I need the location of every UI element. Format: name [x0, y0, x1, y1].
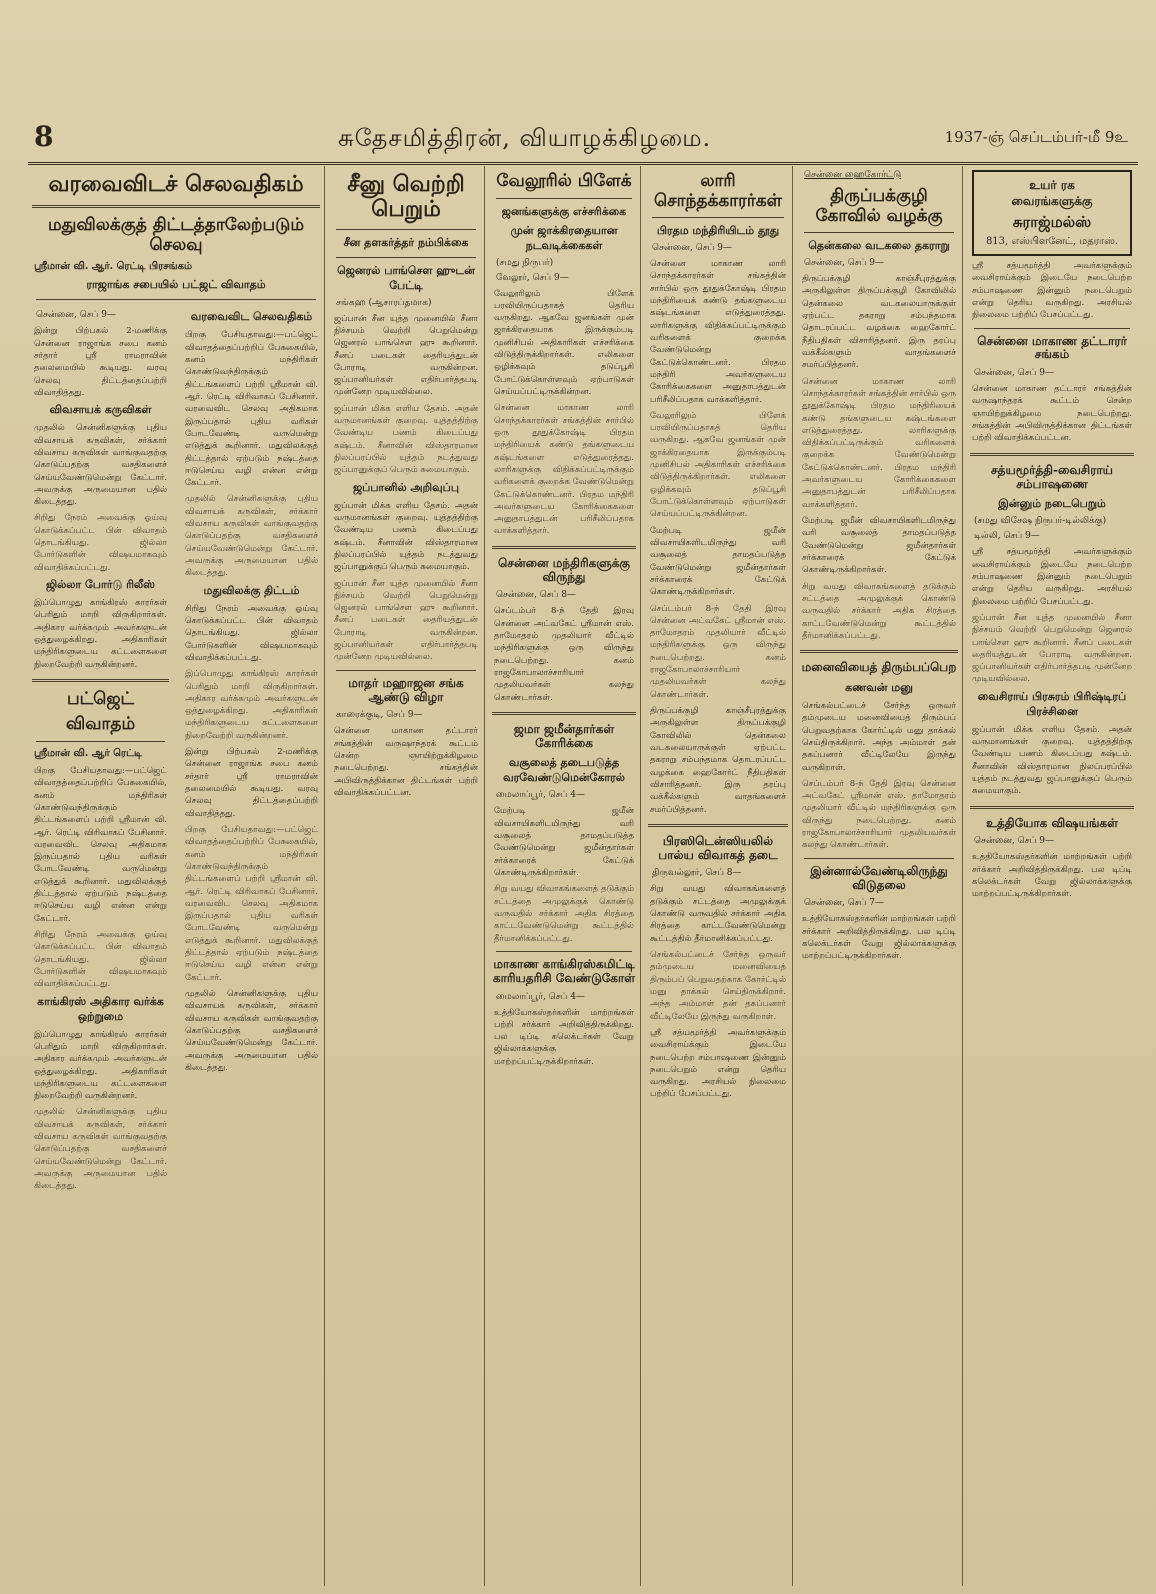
headline-congress-secretary: மாகாண காங்கிரஸ்கமிட்டி காரியதரிசி வேண்டுகோள் [492, 956, 636, 985]
article-text: ஸ்ரீ சத்யமூர்த்தி அவர்களுக்கும் வைசிராய்க்கும் இடையே நடைபெற்ற சம்பாஷணை இன்னும் நடைபெறும் என்று தெரிய வருகிறது. அரசியல் நிலைமை பற்றிப் பேசப்பட்டது. [972, 547, 1132, 607]
dateline: மைலாப்பூர், செப் 4— [496, 991, 585, 1002]
article-text: முதலில் சென்னிகளுக்கு புதிய விவசாயக் கருவிகள், சர்க்கார் விவசாய கருவிகள் வாங்குவதற்கு கொடுப்பதற்கு வசதிகளைச் செய்யவேண்டுமென்று கேட்டார். அவருக்கு அருமையான பதில் கிடைத்தது. [34, 423, 167, 508]
dateline: டில்லி, செப் 9— [974, 531, 1040, 542]
dateline: திருவல்லூர், செப் 8— [652, 868, 742, 879]
divider [648, 824, 788, 827]
masthead [28, 118, 1138, 165]
article-text: திருப்பக்குழி காஞ்சீபுரத்துக்கு அருகிலுள்ள திருப்பக்குழி கோவிலில் தென்கலை வடகலையாருக்குள் ஏற்பட்ட தகராறு சம்பந்தமாக தொடரப்பட்ட வழக்கை ஹைகோர்ட் நீதிபதிகள் விசாரித்தனர். இரு தரப்பு வக்கீல்களும் வாதங்களைச் சமர்ப்பித்தனர். [650, 706, 786, 815]
section-heading: மதுவிலக்கு திட்டம் [203, 583, 300, 597]
divider [970, 806, 1134, 809]
article-text: முதலில் சென்னிகளுக்கு புதிய விவசாயக் கருவிகள், சர்க்கார் விவசாய கருவிகள் வாங்குவதற்கு கொடுப்பதற்கு வசதிகளைச் செய்யவேண்டுமென்று கேட்டார். அவருக்கு அருமையான பதில் கிடைத்தது. [185, 494, 318, 579]
section-heading: விவசாயக் கருவிகள் [49, 403, 152, 417]
dateline: சென்னை, செப் 7— [804, 898, 884, 909]
article-text: செங்கல்பட்டைச் சேர்ந்த ஒருவர் தம்முடைய மனைவியைத் திரும்பப் பெறுவதற்காக கோர்ட்டில் மனு தாக்கல் செய்திருக்கிறார். அந்த அம்மாள் தன் தகப்பனார் வீட்டிலேயே இருந்து வருகிறாள். [650, 950, 786, 1022]
headline-women-assoc: மாதர் மஹாஜன சங்க ஆண்டு விழா [348, 675, 464, 704]
article-text: பிறகு பேசியதாவது:—பட்ஜெட் விவாதத்தைப்பற்றிப் பேசுகையில், கனம் மந்திரிகள் கொண்டுவந்திருக்கும் திட்டங்களைப் பற்றி ஸ்ரீமான் வி. ஆர். ரெட்டி விரிவாகப் பேசினார். வரவைவிட செலவு அதிகமாக இருப்பதால் புதிய வரிகள் போடவேண்டி வருமென்று எடுத்துக் கூறினார். மதுவிலக்குத் திட்டத்தால் ஏற்படும் நஷ்டத்தை ஈடுசெய்ய வழி என்ன என்று கேட்டார். [34, 765, 167, 924]
headline-budget: வரவைவிடச் செலவதிகம் [48, 171, 304, 197]
dateline: சென்னை, செப் 8— [496, 590, 576, 601]
article-text: ஜப்பான் மிக்க எளிய தேசம். அதன் வருமானங்கள் குறைவு. யுத்தத்திற்கு வேண்டிய பணம் கிடைப்பது கஷ்டம். சீனாவின் விஸ்தாரமான நிலப்பரப்பில் யுத்தம் நடத்துவது ஜப்பானுக்குப் பெரும் சுமையாகும். [972, 724, 1132, 797]
article-text: ஸ்ரீ சத்யமூர்த்தி அவர்களுக்கும் வைசிராய்க்கும் இடையே நடைபெற்ற சம்பாஷணை இன்னும் நடைபெறும் என்று தெரிய வருகிறது. அரசியல் நிலைமை பற்றிப் பேசப்பட்டது. [650, 1027, 786, 1100]
article-text: சென்னை மாகாண லாரி சொந்தக்காரர்கள் சங்கத்தின் சார்பில் ஒரு தூதுக்கோஷ்டி பிரதம மந்திரியைக் கண்டு தங்களுடைய கஷ்டங்களை எடுத்துரைத்தது. லாரிகளுக்கு விதிக்கப்பட்டிருக்கும் வரிகளைக் குறைக்க வேண்டுமென்று கேட்டுக்கொண்டனர். பிரதம மந்திரி அவர்களுடைய கோரிக்கைகளை அனுதாபத்துடன் பரிசீலிப்பதாக வாக்களித்தார். [802, 376, 956, 510]
article-text: மேற்படி ஜமீன் விவசாயிகளிடமிருந்து வரி வசூலைத் தாமதப்படுத்த வேண்டுமென்று ஜமீன்தார்கள் சர்க்காரைக் கேட்டுக் கொண்டிருக்கிறார்கள். [802, 516, 956, 576]
article-text: உத்தியோகஸ்தர்களின் மாற்றங்கள் பற்றி சர்க்கார் அறிவித்திருக்கிறது. பல டிப்டி கலெக்டர்கள் வேறு ஜில்லாக்களுக்கு மாற்றப்பட்டிருக்கிறார்கள். [494, 1007, 634, 1067]
article-text: இப்பொழுது காங்கிரஸ் காரர்கள் பெரிதும் மாறி விருகிறார்கள். அதிகார வர்க்கமும் அவர்களுடன் ஒத்துழைக்கிறது. அதிகாரிகள் மந்திரிகளுடைய கட்டளைகளை நிறைவேற்றி வருகின்றனர். [185, 669, 318, 741]
article-text: இன்று பிற்பகல் 2-மணிக்கு சென்னை ராஜாங்க சபை கனம் சர்தார் ஸ்ரீ ராமராவின் தலைமையில் கூடியது. வரவு செலவு திட்டத்தைப்பற்றி விவாதித்தது. [34, 326, 167, 398]
source-line: (சமது நிருபர்) [496, 257, 554, 268]
context-line: ராஜாங்க சபையில் பட்ஜட் விவாதம் [86, 278, 266, 292]
headline-wife-petition: மனைவியைத் திரும்பப்பெற [801, 660, 957, 675]
divider [492, 712, 636, 715]
article-text: சிறு வயது விவாகங்களைத் தடுக்கும் சட்டத்தை அமுலுக்குக் கொண்டு வருவதில் சர்க்கார் அதிக சிரத்தை காட்டவேண்டுமென்று கூட்டத்தில் தீர்மானிக்கப்பட்டது. [802, 581, 956, 641]
column-5 [796, 166, 963, 1586]
headline-plague: வேலூரில் பிளேக் [496, 171, 632, 191]
article-text: வேலூரிலும் பிளேக் பரவியிருப்பதாகத் தெரிய வருகிறது. ஆகவே ஜனங்கள் முன் ஜாக்கிரதையாக இருக்கும்படி முனிசிபல் அதிகாரிகள் எச்சரிக்கை விடுத்திருக்கிறார்கள். எலிகளை ஒழிக்கவும் தடுப்பூசி போட்டுக்கொள்ளவும் ஏற்பாடுகள் செய்யப்பட்டிருக்கின்றன. [494, 288, 634, 398]
article-text: ஜப்பான் சீன யுத்த முனையில் சீனா நிச்சயம் வெற்றி பெறுமென்று ஜெனரல் பாங்செள ஹு கூறினார். சீனப் படைகள் தைரியத்துடன் போராடி வருகின்றன. ஜப்பானியர்கள் எதிர்பார்த்தபடி முன்னேற முடியவில்லை. [334, 578, 478, 663]
headline-zamindars: ஜமா ஜமீன்தார்கள் கோரிக்கை [513, 721, 615, 750]
section-heading: வைசிராய் பிரசுரம் பிரிஷ்டிரப் பிரச்சினை [977, 689, 1127, 718]
article-text: சிறிது நேரம் அவைக்கு ஓய்வு கொடுக்கப்பட்ட பின் விவாதம் தொடங்கியது. ஜில்லா போர்டுகளின் விஷயமாகவும் விவாதிக்கப்பட்டது. [34, 930, 167, 990]
ad-line-1: உயர் ரக [1029, 178, 1075, 192]
headline-child-marriage: பிரஸிடென்ஸியலில் பால்ய விவாகத் தடை [658, 833, 778, 862]
divider [36, 299, 316, 300]
article-text: திருப்பக்குழி காஞ்சீபுரத்துக்கு அருகிலுள்ள திருப்பக்குழி கோவிலில் தென்கலை வடகலையாருக்குள் ஏற்பட்ட தகராறு சம்பந்தமாக தொடரப்பட்ட வழக்கை ஹைகோர்ட் நீதிபதிகள் விசாரித்தனர். இரு தரப்பு வக்கீல்களும் வாதங்களைச் சமர்ப்பித்தனர். [802, 274, 956, 371]
section-heading: காங்கிரஸ் அதிகார வர்க்க ஒற்றுமை [37, 994, 164, 1023]
article-text: ஜப்பான் மிக்க எளிய தேசம். அதன் வருமானங்கள் குறைவு. யுத்தத்திற்கு வேண்டிய பணம் கிடைப்பது கஷ்டம். சீனாவின் விஸ்தாரமான நிலப்பரப்பில் யுத்தம் நடத்துவது ஜப்பானுக்குப் பெரும் சுமையாகும். [334, 500, 478, 573]
dateline: மைலாப்பூர், செப் 4— [496, 790, 585, 801]
divider [32, 679, 169, 682]
column-2 [328, 166, 485, 1586]
column-1-split [28, 306, 324, 1196]
column-3 [488, 166, 641, 1586]
column-1-left [28, 306, 173, 1196]
interview-line: ஜெனரல் பாங்செள ஹுடன் பேட்டி [337, 263, 475, 292]
article-text: வேலூரிலும் பிளேக் பரவியிருப்பதாகத் தெரிய வருகிறது. ஆகவே ஜனங்கள் முன் ஜாக்கிரதையாக இருக்கும்படி முனிசிபல் அதிகாரிகள் எச்சரிக்கை விடுத்திருக்கிறார்கள். எலிகளை ஒழிக்கவும் தடுப்பூசி போட்டுக்கொள்ளவும் ஏற்பாடுகள் செய்யப்பட்டிருக்கின்றன. [650, 410, 786, 520]
article-text: சென்னை மாகாண தட்டாரர் சங்கத்தின் வருஷாந்தரக் கூட்டம் சென்ற ஞாயிற்றுக்கிழமை நடைபெற்றது. சங்கத்தின் அபிவிருத்திக்கான திட்டங்கள் பற்றி விவாதிக்கப்பட்டன. [334, 726, 478, 798]
article-text: இப்பொழுது காங்கிரஸ் காரர்கள் பெரிதும் மாறி விருகிறார்கள். அதிகார வர்க்கமும் அவர்களுடன் ஒத்துழைக்கிறது. அதிகாரிகள் மந்திரிகளுடைய கட்டளைகளை நிறைவேற்றி வருகின்றனர். [34, 1029, 167, 1102]
column-6 [966, 166, 1138, 1586]
article-text: உத்தியோகஸ்தர்களின் மாற்றங்கள் பற்றி சர்க்கார் அறிவித்திருக்கிறது. பல டிப்டி கலெக்டர்கள் வேறு ஜில்லாக்களுக்கு மாற்றப்பட்டிருக்கிறார்கள். [972, 852, 1132, 900]
article-text: உத்தியோகஸ்தர்களின் மாற்றங்கள் பற்றி சர்க்கார் அறிவித்திருக்கிறது. பல டிப்டி கலெக்டர்கள் வேறு ஜில்லாக்களுக்கு மாற்றப்பட்டிருக்கிறார்கள். [802, 914, 956, 962]
divider [336, 670, 476, 671]
article-text: செப்டம்பர் 8-ந் தேதி இரவு சென்னை அட்வகேட் ஸ்ரீமான் எஸ். தாமோதரம் முதலியார் வீட்டில் மந்திரிகளுக்கு ஒரு விருந்து நடைபெற்றது. கனம் ராஜகோபாலாச்சாரியார் முதலியவர்கள் கலந்து கொண்டார்கள். [494, 606, 634, 703]
article-text: ஜப்பான் சீன யுத்த முனையில் சீனா நிச்சயம் வெற்றி பெறுமென்று ஜெனரல் பாங்செள ஹு கூறினார். சீனப் படைகள் தைரியத்துடன் போராடி வருகின்றன. ஜப்பானியர்கள் எதிர்பார்த்தபடி முன்னேற முடியவில்லை. [334, 313, 478, 398]
speaker-line: ஸ்ரீமான் வி. ஆர். ரெட்டி பிரசங்கம் [34, 261, 193, 273]
ad-address: 813, எஸ்பிளனேட், மதராஸ். [985, 236, 1119, 247]
source-line: (சமது விசேஷ நிருபர்-டில்லிக்கு) [974, 516, 1107, 527]
headline-release: இன்னால்வேண்டிலிருந்து விடுதலை [810, 863, 948, 892]
headline-lorry-owners: லாரி சொந்தக்காரர்கள் [653, 171, 782, 211]
divider [492, 546, 636, 549]
subhead-warning: ஜனங்களுக்கு எச்சரிக்கை [501, 204, 627, 218]
subhead-zamindars: வசூலைத் தடைபடுத்த வரவேண்டுமென்கோரல் [503, 756, 625, 785]
article-text: சென்னை மாகாண லாரி சொந்தக்காரர்கள் சங்கத்தின் சார்பில் ஒரு தூதுக்கோஷ்டி பிரதம மந்திரியைக் கண்டு தங்களுடைய கஷ்டங்களை எடுத்துரைத்தது. லாரிகளுக்கு விதிக்கப்பட்டிருக்கும் வரிகளைக் குறைக்க வேண்டுமென்று கேட்டுக்கொண்டனர். பிரதம மந்திரி அவர்களுடைய கோரிக்கைகளை அனுதாபத்துடன் பரிசீலிப்பதாக வாக்களித்தார். [494, 403, 634, 537]
article-text: சென்னை மாகாண தட்டாரர் சங்கத்தின் வருஷாந்தரக் கூட்டம் சென்ற ஞாயிற்றுக்கிழமை நடைபெற்றது. சங்கத்தின் அபிவிருத்திக்கான திட்டங்கள் பற்றி விவாதிக்கப்பட்டன. [972, 384, 1132, 444]
headline-goldsmiths: சென்னை மாகாண தட்டாரர் சங்கம் [977, 333, 1127, 362]
divider [804, 858, 954, 859]
column-1 [28, 166, 325, 1586]
divider [496, 951, 632, 952]
divider [36, 741, 165, 742]
article-text: ஜப்பான் மிக்க எளிய தேசம். அதன் வருமானங்கள் குறைவு. யுத்தத்திற்கு வேண்டிய பணம் கிடைப்பது கஷ்டம். சீனாவின் விஸ்தாரமான நிலப்பரப்பில் யுத்தம் நடத்துவது ஜப்பானுக்குப் பெரும் சுமையாகும். [334, 403, 478, 476]
page-number: 8 [34, 120, 54, 153]
divider [804, 232, 954, 233]
dateline: சென்னை, செப் 9— [36, 310, 116, 321]
article-text: முதலில் சென்னிகளுக்கு புதிய விவசாயக் கருவிகள், சர்க்கார் விவசாய கருவிகள் வாங்குவதற்கு கொடுப்பதற்கு வசதிகளைச் செய்யவேண்டுமென்று கேட்டார். அவருக்கு அருமையான பதில் கிடைத்தது. [34, 1107, 167, 1192]
newspaper-title: சுதேசமித்திரன், வியாழக்கிழமை. [338, 124, 712, 152]
dateline: வேலூர், செப் 9— [496, 272, 569, 283]
article-text: மேற்படி ஜமீன் விவசாயிகளிடமிருந்து வரி வசூலைத் தாமதப்படுத்த வேண்டுமென்று ஜமீன்தார்கள் சர்க்காரைக் கேட்டுக் கொண்டிருக்கிறார்கள். [494, 806, 634, 879]
ad-line-2: வைரங்களுக்கு [1011, 194, 1093, 208]
section-heading: வரவைவிட செலவதிகம் [190, 310, 313, 324]
article-text: சென்னை மாகாண லாரி சொந்தக்காரர்கள் சங்கத்தின் சார்பில் ஒரு தூதுக்கோஷ்டி பிரதம மந்திரியைக் கண்டு தங்களுடைய கஷ்டங்களை எடுத்துரைத்தது. லாரிகளுக்கு விதிக்கப்பட்டிருக்கும் வரிகளைக் குறைக்க வேண்டுமென்று கேட்டுக்கொண்டனர். பிரதம மந்திரி அவர்களுடைய கோரிக்கைகளை அனுதாபத்துடன் பரிசீலிப்பதாக வாக்களித்தார். [650, 259, 786, 405]
article-text: இன்று பிற்பகல் 2-மணிக்கு சென்னை ராஜாங்க சபை கனம் சர்தார் ஸ்ரீ ராமராவின் தலைமையில் கூடியது. வரவு செலவு திட்டத்தைப்பற்றி விவாதித்தது. [185, 747, 318, 819]
section-tag: சென்னை ஹைகோர்ட்டு [804, 170, 902, 180]
article-text: செப்டம்பர் 8-ந் தேதி இரவு சென்னை அட்வகேட் ஸ்ரீமான் எஸ். தாமோதரம் முதலியார் வீட்டில் மந்திரிகளுக்கு ஒரு விருந்து நடைபெற்றது. கனம் ராஜகோபாலாச்சாரியார் முதலியவர்கள் கலந்து கொண்டார்கள். [650, 603, 786, 700]
subhead-prohibition-cost: மதுவிலக்குத் திட்டத்தாலேற்படும் செலவு [47, 215, 305, 255]
section-heading: ஜில்லா போர்டு ரிலீஸ் [45, 578, 156, 592]
divider [32, 205, 320, 208]
article-text: மேற்படி ஜமீன் விவசாயிகளிடமிருந்து வரி வசூலைத் தாமதப்படுத்த வேண்டுமென்று ஜமீன்தார்கள் சர்க்காரைக் கேட்டுக் கொண்டிருக்கிறார்கள். [650, 525, 786, 598]
article-text: சிறு வயது விவாகங்களைத் தடுக்கும் சட்டத்தை அமுலுக்குக் கொண்டு வருவதில் சர்க்கார் அதிக சிரத்தை காட்டவேண்டுமென்று கூட்டத்தில் தீர்மானிக்கப்பட்டது. [494, 884, 634, 944]
column-1-right [179, 306, 324, 1196]
headline-china: சீனு வெற்றி பெறும் [347, 171, 465, 223]
ad-brand: சுராஜ்மல்ஸ் [1012, 213, 1092, 231]
subhead-temple-dispute: தென்கலை வடகலை தகராறு [808, 239, 950, 253]
advertisement-box [972, 170, 1132, 256]
subhead-husband-petition: கணவன் மனு [845, 680, 913, 694]
divider [800, 650, 958, 653]
subhead-precaution: முன் ஜாக்கிரதையான நடவடிக்கைகள் [510, 223, 618, 252]
article-text: சிறிது நேரம் அவைக்கு ஓய்வு கொடுக்கப்பட்ட பின் விவாதம் தொடங்கியது. ஜில்லா போர்டுகளின் விஷயமாகவும் விவாதிக்கப்பட்டது. [34, 513, 167, 573]
article-text: சிறு வயது விவாகங்களைத் தடுக்கும் சட்டத்தை அமுலுக்குக் கொண்டு வருவதில் சர்க்கார் அதிக சிரத்தை காட்டவேண்டுமென்று கூட்டத்தில் தீர்மானிக்கப்பட்டது. [650, 884, 786, 944]
divider [970, 453, 1134, 456]
divider [974, 328, 1130, 329]
article-text: பிறகு பேசியதாவது:—பட்ஜெட் விவாதத்தைப்பற்றிப் பேசுகையில், கனம் மந்திரிகள் கொண்டுவந்திருக்கும் திட்டங்களைப் பற்றி ஸ்ரீமான் வி. ஆர். ரெட்டி விரிவாகப் பேசினார். வரவைவிட செலவு அதிகமாக இருப்பதால் புதிய வரிகள் போடவேண்டி வருமென்று எடுத்துக் கூறினார். மதுவிலக்குத் திட்டத்தால் ஏற்படும் நஷ்டத்தை ஈடுசெய்ய வழி என்ன என்று கேட்டார். [185, 824, 318, 983]
headline-temple-case: திருப்பக்குழி கோவில் வழக்கு [815, 186, 943, 226]
headline-official-matters: உத்தியோக விஷயங்கள் [986, 815, 1118, 830]
section-heading: ஜப்பானில் அறிவுப்பு [353, 480, 459, 494]
divider [652, 217, 784, 218]
dateline: சென்னை, செப் 9— [974, 368, 1054, 379]
speaker-line: ஸ்ரீமான் வி. ஆர் ரெட்டி [34, 747, 143, 759]
article-text: இப்பொழுது காங்கிரஸ் காரர்கள் பெரிதும் மாறி விருகிறார்கள். அதிகார வர்க்கமும் அவர்களுடன் ஒத்துழைக்கிறது. அதிகாரிகள் மந்திரிகளுடைய கட்டளைகளை நிறைவேற்றி வருகின்றனர். [34, 598, 167, 670]
divider [336, 229, 476, 230]
headline-sathyamurthy: சத்யமூர்த்தி-வைசிராய் சம்பாஷணை [991, 462, 1113, 491]
subhead-deputation: பிரதம மந்திரியிடம் தூது [656, 224, 780, 238]
subhead-sathyamurthy: இன்னும் நடைபெறும் [998, 497, 1106, 511]
divider [336, 257, 476, 258]
headline-budget-debate-2: விவாதம் [65, 714, 136, 735]
article-text: பிறகு பேசியதாவது:—பட்ஜெட் விவாதத்தைப்பற்றிப் பேசுகையில், கனம் மந்திரிகள் கொண்டுவந்திருக்கும் திட்டங்களைப் பற்றி ஸ்ரீமான் வி. ஆர். ரெட்டி விரிவாகப் பேசினார். வரவைவிட செலவு அதிகமாக இருப்பதால் புதிய வரிகள் போடவேண்டி வருமென்று எடுத்துக் கூறினார். மதுவிலக்குத் திட்டத்தால் ஏற்படும் நஷ்டத்தை ஈடுசெய்ய வழி என்ன என்று கேட்டார். [185, 330, 318, 489]
dateline: சென்னை, செப் 9— [652, 243, 732, 254]
article-text: ஸ்ரீ சத்யமூர்த்தி அவர்களுக்கும் வைசிராய்க்கும் இடையே நடைபெற்ற சம்பாஷணை இன்னும் நடைபெறும் என்று தெரிய வருகிறது. அரசியல் நிலைமை பற்றிப் பேசப்பட்டது. [972, 261, 1132, 321]
article-text: செங்கல்பட்டைச் சேர்ந்த ஒருவர் தம்முடைய மனைவியைத் திரும்பப் பெறுவதற்காக கோர்ட்டில் மனு தாக்கல் செய்திருக்கிறார். அந்த அம்மாள் தன் தகப்பனார் வீட்டிலேயே இருந்து வருகிறாள். [802, 700, 956, 773]
article-text: ஜப்பான் சீன யுத்த முனையில் சீனா நிச்சயம் வெற்றி பெறுமென்று ஜெனரல் பாங்செள ஹு கூறினார். சீனப் படைகள் தைரியத்துடன் போராடி வருகின்றன. ஜப்பானியர்கள் எதிர்பார்த்தபடி முன்னேற முடியவில்லை. [972, 612, 1132, 685]
dateline: சென்னை, செப் 9— [974, 836, 1054, 847]
column-4 [644, 166, 793, 1586]
article-text: முதலில் சென்னிகளுக்கு புதிய விவசாயக் கருவிகள், சர்க்கார் விவசாய கருவிகள் வாங்குவதற்கு கொடுப்பதற்கு வசதிகளைச் செய்யவேண்டுமென்று கேட்டார். அவருக்கு அருமையான பதில் கிடைத்தது. [185, 989, 318, 1073]
headline-budget-debate: பட்ஜெட் [66, 688, 135, 709]
issue-date: 1937-ஞ் செப்டம்பர்-மீ 9உ [944, 128, 1128, 146]
dateline: சென்னை, செப் 9— [804, 258, 884, 269]
dateline: காரைக்குடி, செப் 9— [336, 710, 423, 721]
source-line: சங்கஹ (ஆசாரப்தமாக) [336, 297, 432, 308]
headline-ministers-feast: சென்னை மந்திரிகளுக்கு விருந்து [497, 555, 631, 584]
subhead-china: சீன தளகர்த்தர் நம்பிக்கை [343, 235, 469, 249]
article-text: செப்டம்பர் 8-ந் தேதி இரவு சென்னை அட்வகேட் ஸ்ரீமான் எஸ். தாமோதரம் முதலியார் வீட்டில் மந்திரிகளுக்கு ஒரு விருந்து நடைபெற்றது. கனம் ராஜகோபாலாச்சாரியார் முதலியவர்கள் கலந்து கொண்டார்கள். [802, 778, 956, 851]
divider [496, 198, 632, 199]
article-text: சிறிது நேரம் அவைக்கு ஓய்வு கொடுக்கப்பட்ட பின் விவாதம் தொடங்கியது. ஜில்லா போர்டுகளின் விஷயமாகவும் விவாதிக்கப்பட்டது. [185, 603, 318, 663]
